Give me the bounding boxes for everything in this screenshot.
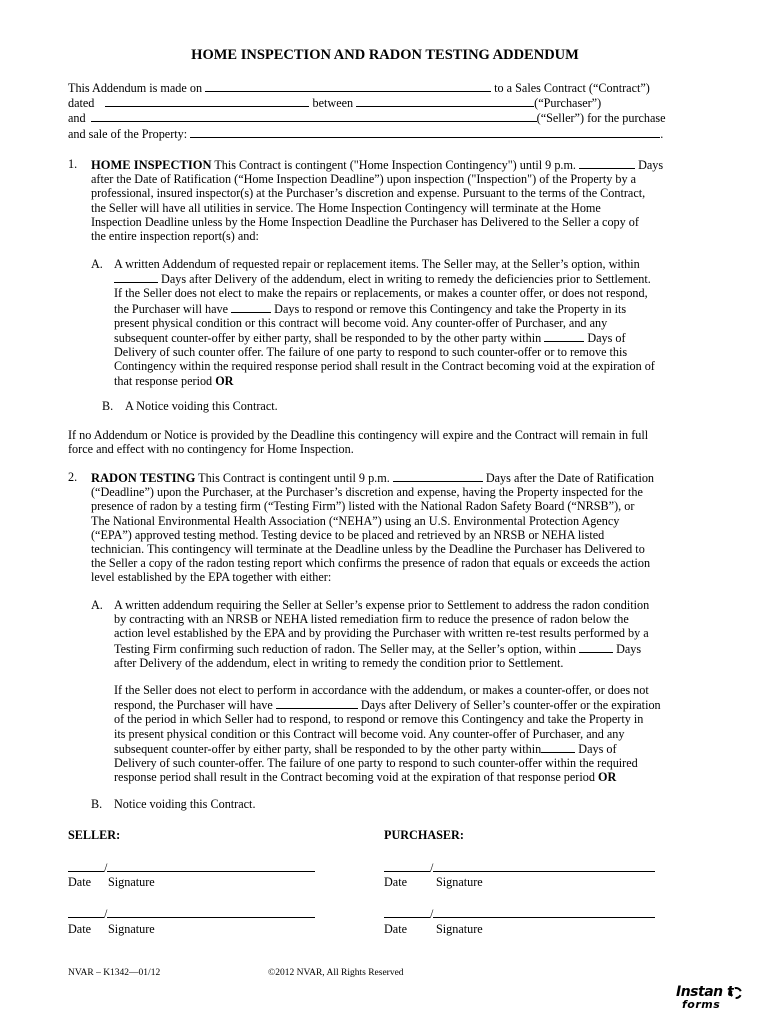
section-1-option-a-label: A. [91, 257, 103, 271]
purchaser-signature-field-1[interactable] [433, 860, 655, 872]
seller-signature-field-2[interactable] [107, 906, 315, 918]
purchaser-response-days-field[interactable] [231, 301, 271, 313]
seller-signature-label-2: Signature [108, 922, 155, 936]
intro-paragraph: This Addendum is made on to a Sales Contract (“Contract”) dated between (“Purchaser”) and (“Seller”) for the purchase and sale of the Property: . [68, 81, 666, 141]
purchaser-signature-line-2: / [384, 906, 655, 921]
purchaser-signature-label-2: Signature [436, 922, 483, 936]
section-1-home-inspection: HOME INSPECTION This Contract is contingent ("Home Inspection Contingency") until 9 p.m. Days after the Date of Ratification (“Home Inspection Deadline”) upon inspection ("Inspection") of the Property by a professional, insured inspector(s) at the Purchaser’s discretion and expense. Pursuant to the terms of the Contract, the Seller will have all utilities in service. The Home Inspection Contingency will terminate at the Home Inspection Deadline unless by the Home Inspection Deadline the Purchaser has Delivered to the Seller a copy of the entire inspection report(s) and: [91, 158, 664, 244]
seller-date-label-1: Date [68, 875, 92, 889]
seller-date-field-2[interactable] [68, 906, 104, 918]
seller-date-field-1[interactable] [68, 860, 104, 872]
instant-forms-logo [676, 985, 760, 1015]
section-2-option-a-continued: If the Seller does not elect to perform in accordance with the addendum, or makes a counter-offer, or does not respond, the Purchaser will have Days after Delivery of Seller’s counter-offer or the expiration of the period in which Seller had to respond, to respond or remove this Contingency and take the Property in its present physical condition or this Contract will become void. Any counter-offer of Purchaser, and any subsequent counter-offer by either party, shall be responded to by the other party within Days of Delivery of such counter-offer. The failure of one party to respond to such counter-offer within the required response period shall result in the Contract becoming void at the expiration of that response period OR [114, 683, 661, 785]
seller-date-label-2: Date [68, 922, 92, 936]
seller-heading: SELLER: [68, 828, 121, 842]
section-2-option-b: Notice voiding this Contract. [114, 797, 256, 811]
logo-line-1: Instan t [676, 984, 734, 1000]
addendum-date-field[interactable] [205, 80, 491, 92]
seller-signature-field-1[interactable] [107, 860, 315, 872]
form-id: NVAR – K1342—01/12 [68, 968, 161, 978]
counter-offer-days-field[interactable] [544, 330, 584, 342]
seller-remedy-days-field[interactable] [114, 271, 158, 283]
radon-days-field[interactable] [393, 470, 483, 482]
gear-icon [730, 987, 742, 999]
purchaser-heading: PURCHASER: [384, 828, 464, 842]
section-2-radon-testing: RADON TESTING This Contract is contingent until 9 p.m. Days after the Date of Ratification (“Deadline”) upon the Purchaser, at the Purchaser’s discretion and expense, having the Property inspected for the presence of radon by a testing firm (“Testing Firm”) listed with the National Radon Safety Board (“NRSB”), or The National Environmental Health Association (“NEHA”) using an U.S. Environmental Protection Agency (“EPA”) approved testing method. Testing device to be placed and retrieved by an NRSB or NEHA listed technician. This contingency will terminate at the Deadline unless by the Deadline the Purchaser has Delivered to the Seller a copy of the radon testing report which confirms the presence of radon that equals or exceeds the action level established by the EPA together with either: [91, 471, 655, 585]
seller-signature-line-2: / [68, 906, 315, 921]
purchaser-date-field-2[interactable] [384, 906, 430, 918]
purchaser-date-label-1: Date [384, 875, 408, 889]
section-1-heading: HOME INSPECTION [91, 158, 212, 172]
section-1-number: 1. [68, 157, 78, 171]
section-2-number: 2. [68, 470, 78, 484]
section-1-option-b-label: B. [102, 399, 114, 413]
radon-remedy-days-field[interactable] [579, 641, 613, 653]
section-1-option-a: A written Addendum of requested repair or replacement items. The Seller may, at the Seller’s option, within Days after Delivery of the addendum, elect in writing to remedy the deficiencies prior to Settlement. If the Seller does not elect to make the repairs or replacements, or makes a counter offer, or does not respond, the Purchaser will have Days to respond or remove this Contingency and take the Property in its present physical condition or this contract will become void. Any counter-offer of Purchaser, and any subsequent counter-offer by either party, shall be responded to by the other party within Days of Delivery of such counter offer. The failure of one party to respond to such counter-offer or to remove this Contingency within the required response period shall result in the Contract becoming void at the expiration of that response period OR [114, 257, 655, 388]
section-2-heading: RADON TESTING [91, 471, 196, 485]
radon-purchaser-response-days-field[interactable] [276, 697, 358, 709]
seller-signature-line-1: / [68, 860, 315, 875]
radon-counter-offer-days-field[interactable] [541, 741, 575, 753]
section-2-option-a-label: A. [91, 598, 103, 612]
section-1-option-b: A Notice voiding this Contract. [125, 399, 278, 413]
inspection-days-field[interactable] [579, 157, 635, 169]
purchaser-date-label-2: Date [384, 922, 408, 936]
section-1-expiry-note: If no Addendum or Notice is provided by the Deadline this contingency will expire and the Contract will remain in full force and effect with no contingency for Home Inspection. [68, 428, 649, 457]
purchaser-signature-line-1: / [384, 860, 655, 875]
purchaser-date-field-1[interactable] [384, 860, 430, 872]
seller-signature-label-1: Signature [108, 875, 155, 889]
copyright: ©2012 NVAR, All Rights Reserved [268, 968, 404, 978]
property-address-field[interactable] [190, 126, 660, 138]
logo-line-2: forms [682, 998, 721, 1011]
purchaser-signature-label-1: Signature [436, 875, 483, 889]
document-title: HOME INSPECTION AND RADON TESTING ADDENDUM [191, 47, 579, 63]
section-2-option-a: A written addendum requiring the Seller at Seller’s expense prior to Settlement to address the radon condition by contracting with an NRSB or NEHA listed remediation firm to reduce the presence of radon below the action level established by the EPA and by providing the Purchaser with written re-test results performed by a Testing Firm confirming such reduction of radon. The Seller may, at the Seller’s option, within Days after Delivery of the addendum, elect in writing to remedy the condition prior to Settlement. [114, 598, 650, 670]
purchaser-name-field[interactable] [356, 95, 534, 107]
seller-name-field[interactable] [91, 110, 537, 122]
contract-date-field[interactable] [105, 95, 309, 107]
section-2-option-b-label: B. [91, 797, 103, 811]
purchaser-signature-field-2[interactable] [433, 906, 655, 918]
